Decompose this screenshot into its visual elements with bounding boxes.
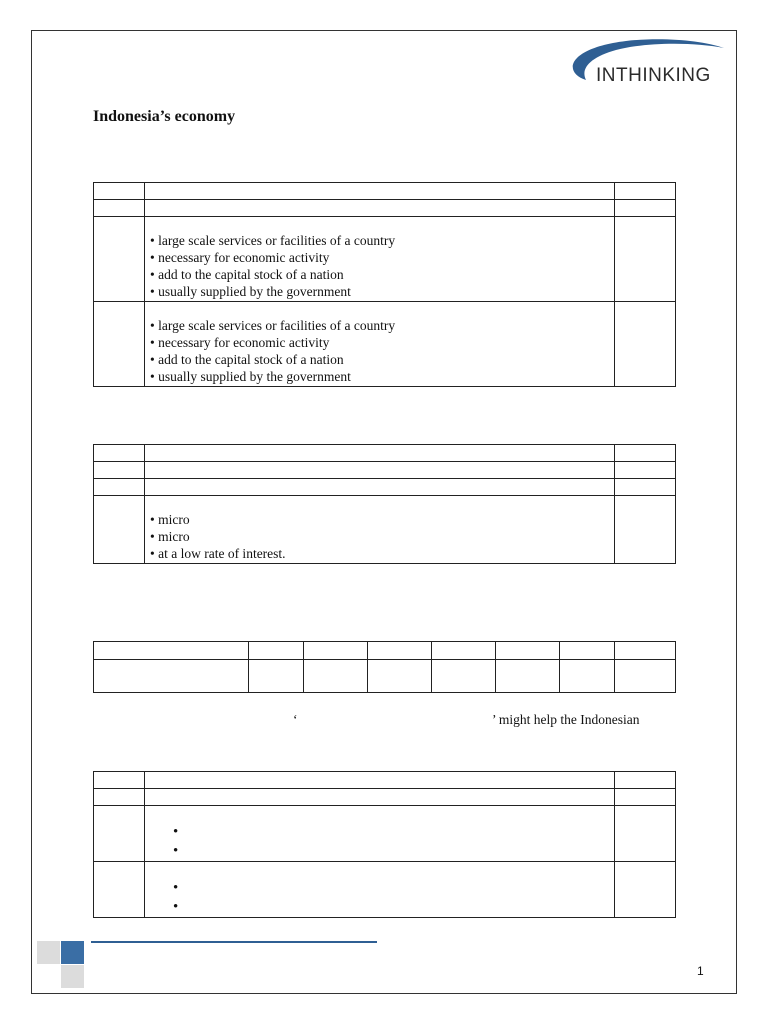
table-cell: [615, 862, 676, 918]
table-row: [94, 217, 676, 302]
bullet-item: •: [173, 824, 179, 840]
table-cell: [249, 642, 304, 660]
document-title: Indonesia’s economy: [93, 108, 236, 125]
table-cell: [94, 789, 145, 806]
table-cell: [145, 862, 615, 918]
table-cell: [94, 217, 145, 302]
bullet-list: [145, 217, 614, 300]
table-grid: [93, 641, 676, 693]
table-cell: [145, 200, 615, 217]
table-cell: [94, 200, 145, 217]
table-cell: [145, 479, 615, 496]
table-cell: [94, 445, 145, 462]
bullet-item: • add to the capital stock of a nation: [150, 267, 344, 282]
bullet-item: •: [173, 899, 179, 915]
footer-rule: [91, 941, 377, 943]
sentence-tail: ’ might help the Indonesian: [492, 712, 640, 727]
table-cell: [560, 642, 615, 660]
table-cell: [615, 660, 676, 693]
logo-text: INTHINKING: [596, 65, 711, 86]
table-cell: [94, 479, 145, 496]
footer-square-light: [37, 941, 60, 964]
table-cell: [615, 806, 676, 862]
table-cell: [94, 862, 145, 918]
table-cell: [94, 302, 145, 387]
bullet-item: •: [173, 843, 179, 859]
bullet-item: • necessary for economic activity: [150, 250, 330, 265]
table-cell: [304, 642, 368, 660]
table-row: [94, 496, 676, 564]
table-cell: [432, 660, 496, 693]
table-cell: [145, 183, 615, 200]
table-cell: [368, 642, 432, 660]
table-cell: [145, 496, 615, 564]
table-cell: [615, 445, 676, 462]
bullet-item: • usually supplied by the government: [150, 284, 351, 299]
table-cell: [615, 642, 676, 660]
table-cell: [94, 660, 249, 693]
table-row: [94, 862, 676, 918]
table-cell: [94, 183, 145, 200]
table-cell: [304, 660, 368, 693]
bullet-item: • large scale services or facilities of a country: [150, 318, 396, 333]
bullet-list: [145, 302, 614, 385]
table-cell: [615, 772, 676, 789]
table-cell: [615, 789, 676, 806]
footer-square-light: [61, 965, 84, 988]
table-cell: [615, 479, 676, 496]
table-cell: [615, 302, 676, 387]
table-microcredit: [93, 444, 676, 564]
bullet-item: • at a low rate of interest.: [150, 546, 286, 561]
table-row: [94, 183, 676, 200]
table-cell: [615, 217, 676, 302]
open-quote: ‘: [293, 712, 298, 727]
bullet-item: • micro: [150, 529, 190, 544]
inthinking-logo: [566, 36, 726, 86]
table-row: [94, 302, 676, 387]
table-cell: [615, 462, 676, 479]
table-row: [94, 200, 676, 217]
table-cell: [94, 462, 145, 479]
question-sentence: [93, 712, 675, 732]
table-row: [94, 660, 676, 693]
table-cell: [145, 462, 615, 479]
table-cell: [432, 642, 496, 660]
bullet-list: [145, 496, 614, 562]
table-policies: [93, 771, 676, 918]
table-cell: [94, 496, 145, 564]
bullet-item: •: [173, 880, 179, 896]
table-cell: [145, 445, 615, 462]
table-cell: [145, 806, 615, 862]
table-cell: [94, 642, 249, 660]
table-row: [94, 772, 676, 789]
table-cell: [145, 789, 615, 806]
table-cell: [496, 660, 560, 693]
table-cell: [560, 660, 615, 693]
table-row: [94, 445, 676, 462]
bullet-item: • usually supplied by the government: [150, 369, 351, 384]
table-row: [94, 642, 676, 660]
table-cell: [615, 200, 676, 217]
table-cell: [615, 496, 676, 564]
table-cell: [615, 183, 676, 200]
table-cell: [145, 217, 615, 302]
bullet-item: • necessary for economic activity: [150, 335, 330, 350]
table-row: [94, 789, 676, 806]
footer-square-dark: [61, 941, 84, 964]
table-cell: [368, 660, 432, 693]
table-infrastructure: [93, 182, 676, 387]
table-cell: [94, 772, 145, 789]
table-cell: [145, 302, 615, 387]
bullet-list: [145, 862, 614, 917]
bullet-item: • micro: [150, 512, 190, 527]
table-row: [94, 462, 676, 479]
table-row: [94, 479, 676, 496]
page-number: 1: [697, 964, 704, 978]
table-cell: [94, 806, 145, 862]
table-cell: [496, 642, 560, 660]
table-cell: [145, 772, 615, 789]
bullet-item: • add to the capital stock of a nation: [150, 352, 344, 367]
table-row: [94, 806, 676, 862]
table-cell: [249, 660, 304, 693]
bullet-item: • large scale services or facilities of a country: [150, 233, 396, 248]
bullet-list: [145, 806, 614, 861]
